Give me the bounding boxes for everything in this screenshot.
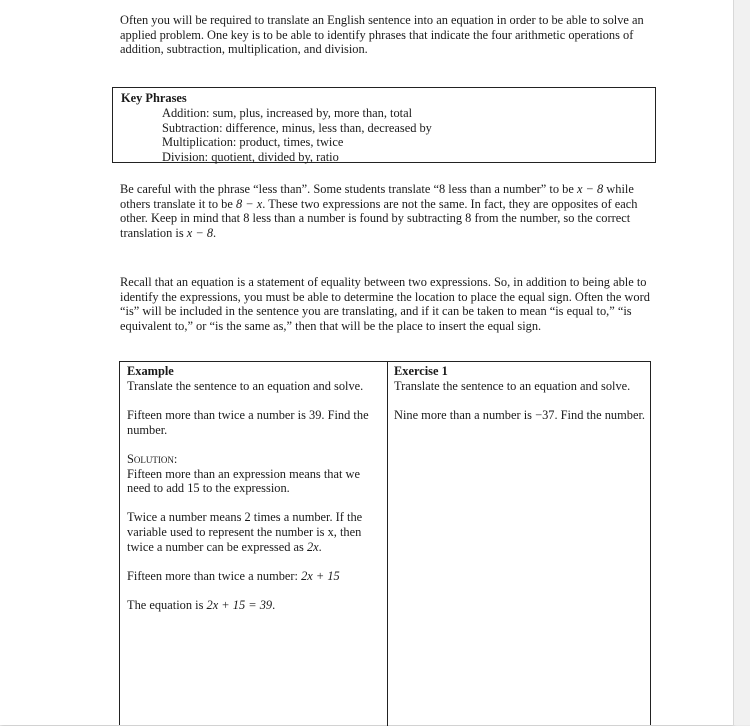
equation-paragraph: The equation is 2x + 15 = 39. [127, 598, 276, 613]
caution-expr-3: x − 8 [186, 226, 214, 241]
intro-paragraph: Often you will be required to translate an English sentence into an equation in order to be able to solve an applied problem. One key is to be able to identify phrases that indicate the four arithmetic operations of addition, subtraction, multiplication, and division. [120, 13, 644, 57]
exercise-cell [394, 364, 650, 423]
key-phrase-addition: Addition: sum, plus, increased by, more than, total [162, 106, 413, 120]
key-phrase-subtraction: Subtraction: difference, minus, less than, decreased by [162, 120, 432, 135]
caution-text-3: . These two expressions are not the same. In fact, they are opposites of each other. Keep in mind that 8 less than a number is found by subtracting 8 from the number, so the correct translation is [120, 196, 638, 241]
exercise-problem-b: . Find the number. [554, 407, 645, 422]
twice-expr: 2x [306, 539, 319, 554]
solution-text: Fifteen more than an expression means that we need to add 15 to the expression. [127, 466, 360, 496]
fifteen-expr: 2x + 15 [301, 569, 340, 584]
caution-expr-2: 8 − x [235, 196, 263, 211]
key-phrases-title: Key Phrases [121, 91, 187, 105]
key-phrases-box [112, 87, 656, 163]
example-problem: Fifteen more than twice a number is 39. Find the number. [127, 407, 369, 437]
example-cell [127, 364, 383, 613]
solution-label: Solution: [127, 451, 178, 466]
exercise-problem [394, 408, 650, 423]
example-exercise-table [119, 361, 651, 725]
example-instruction: Translate the sentence to an equation and solve. [127, 378, 364, 393]
twice-paragraph: Twice a number means 2 times a number. If the variable used to represent the number is x, then twice a number can be expressed as 2x. [127, 510, 363, 554]
caution-text-2: while others translate it to be [120, 182, 634, 211]
caution-text-1: Be careful with the phrase “less than”. Some students translate “8 less than a number” to be [120, 182, 577, 196]
recall-paragraph: Recall that an equation is a statement of equality between two expressions. So, in addition to being able to identify the expressions, you must be able to determine the location to place the equal sign. Often the word “is” will be included in the sentence you are translating, and if it can be taken to mean “is equal to,” “is equivalent to,” or “is the same as,” then that will be the place to insert the equal sign. [120, 275, 650, 334]
twice-text: Twice a number means 2 times a number. If the variable used to represent the number is x, then twice a number can be expressed as [127, 510, 363, 554]
fifteen-text: Fifteen more than twice a number: [127, 569, 302, 584]
exercise-problem-a: Nine more than a number is [394, 407, 536, 422]
exercise-instruction: Translate the sentence to an equation and solve. [394, 378, 631, 393]
exercise-problem-value: −37 [535, 407, 555, 422]
equation-text: The equation is [127, 598, 207, 613]
caution-paragraph [120, 182, 660, 241]
equation-expr: 2x + 15 = 39 [206, 598, 273, 613]
scrollbar-track[interactable] [733, 0, 750, 725]
example-heading: Example [127, 364, 174, 378]
fifteen-paragraph [127, 569, 383, 584]
key-phrase-division: Division: quotient, divided by, ratio [162, 149, 339, 164]
exercise-heading: Exercise 1 [394, 364, 448, 378]
key-phrases-list [162, 106, 432, 164]
column-divider [387, 362, 388, 726]
key-phrase-multiplication: Multiplication: product, times, twice [162, 135, 344, 150]
caution-text-4: . [213, 226, 217, 241]
caution-expr-1: x − 8 [576, 182, 604, 196]
